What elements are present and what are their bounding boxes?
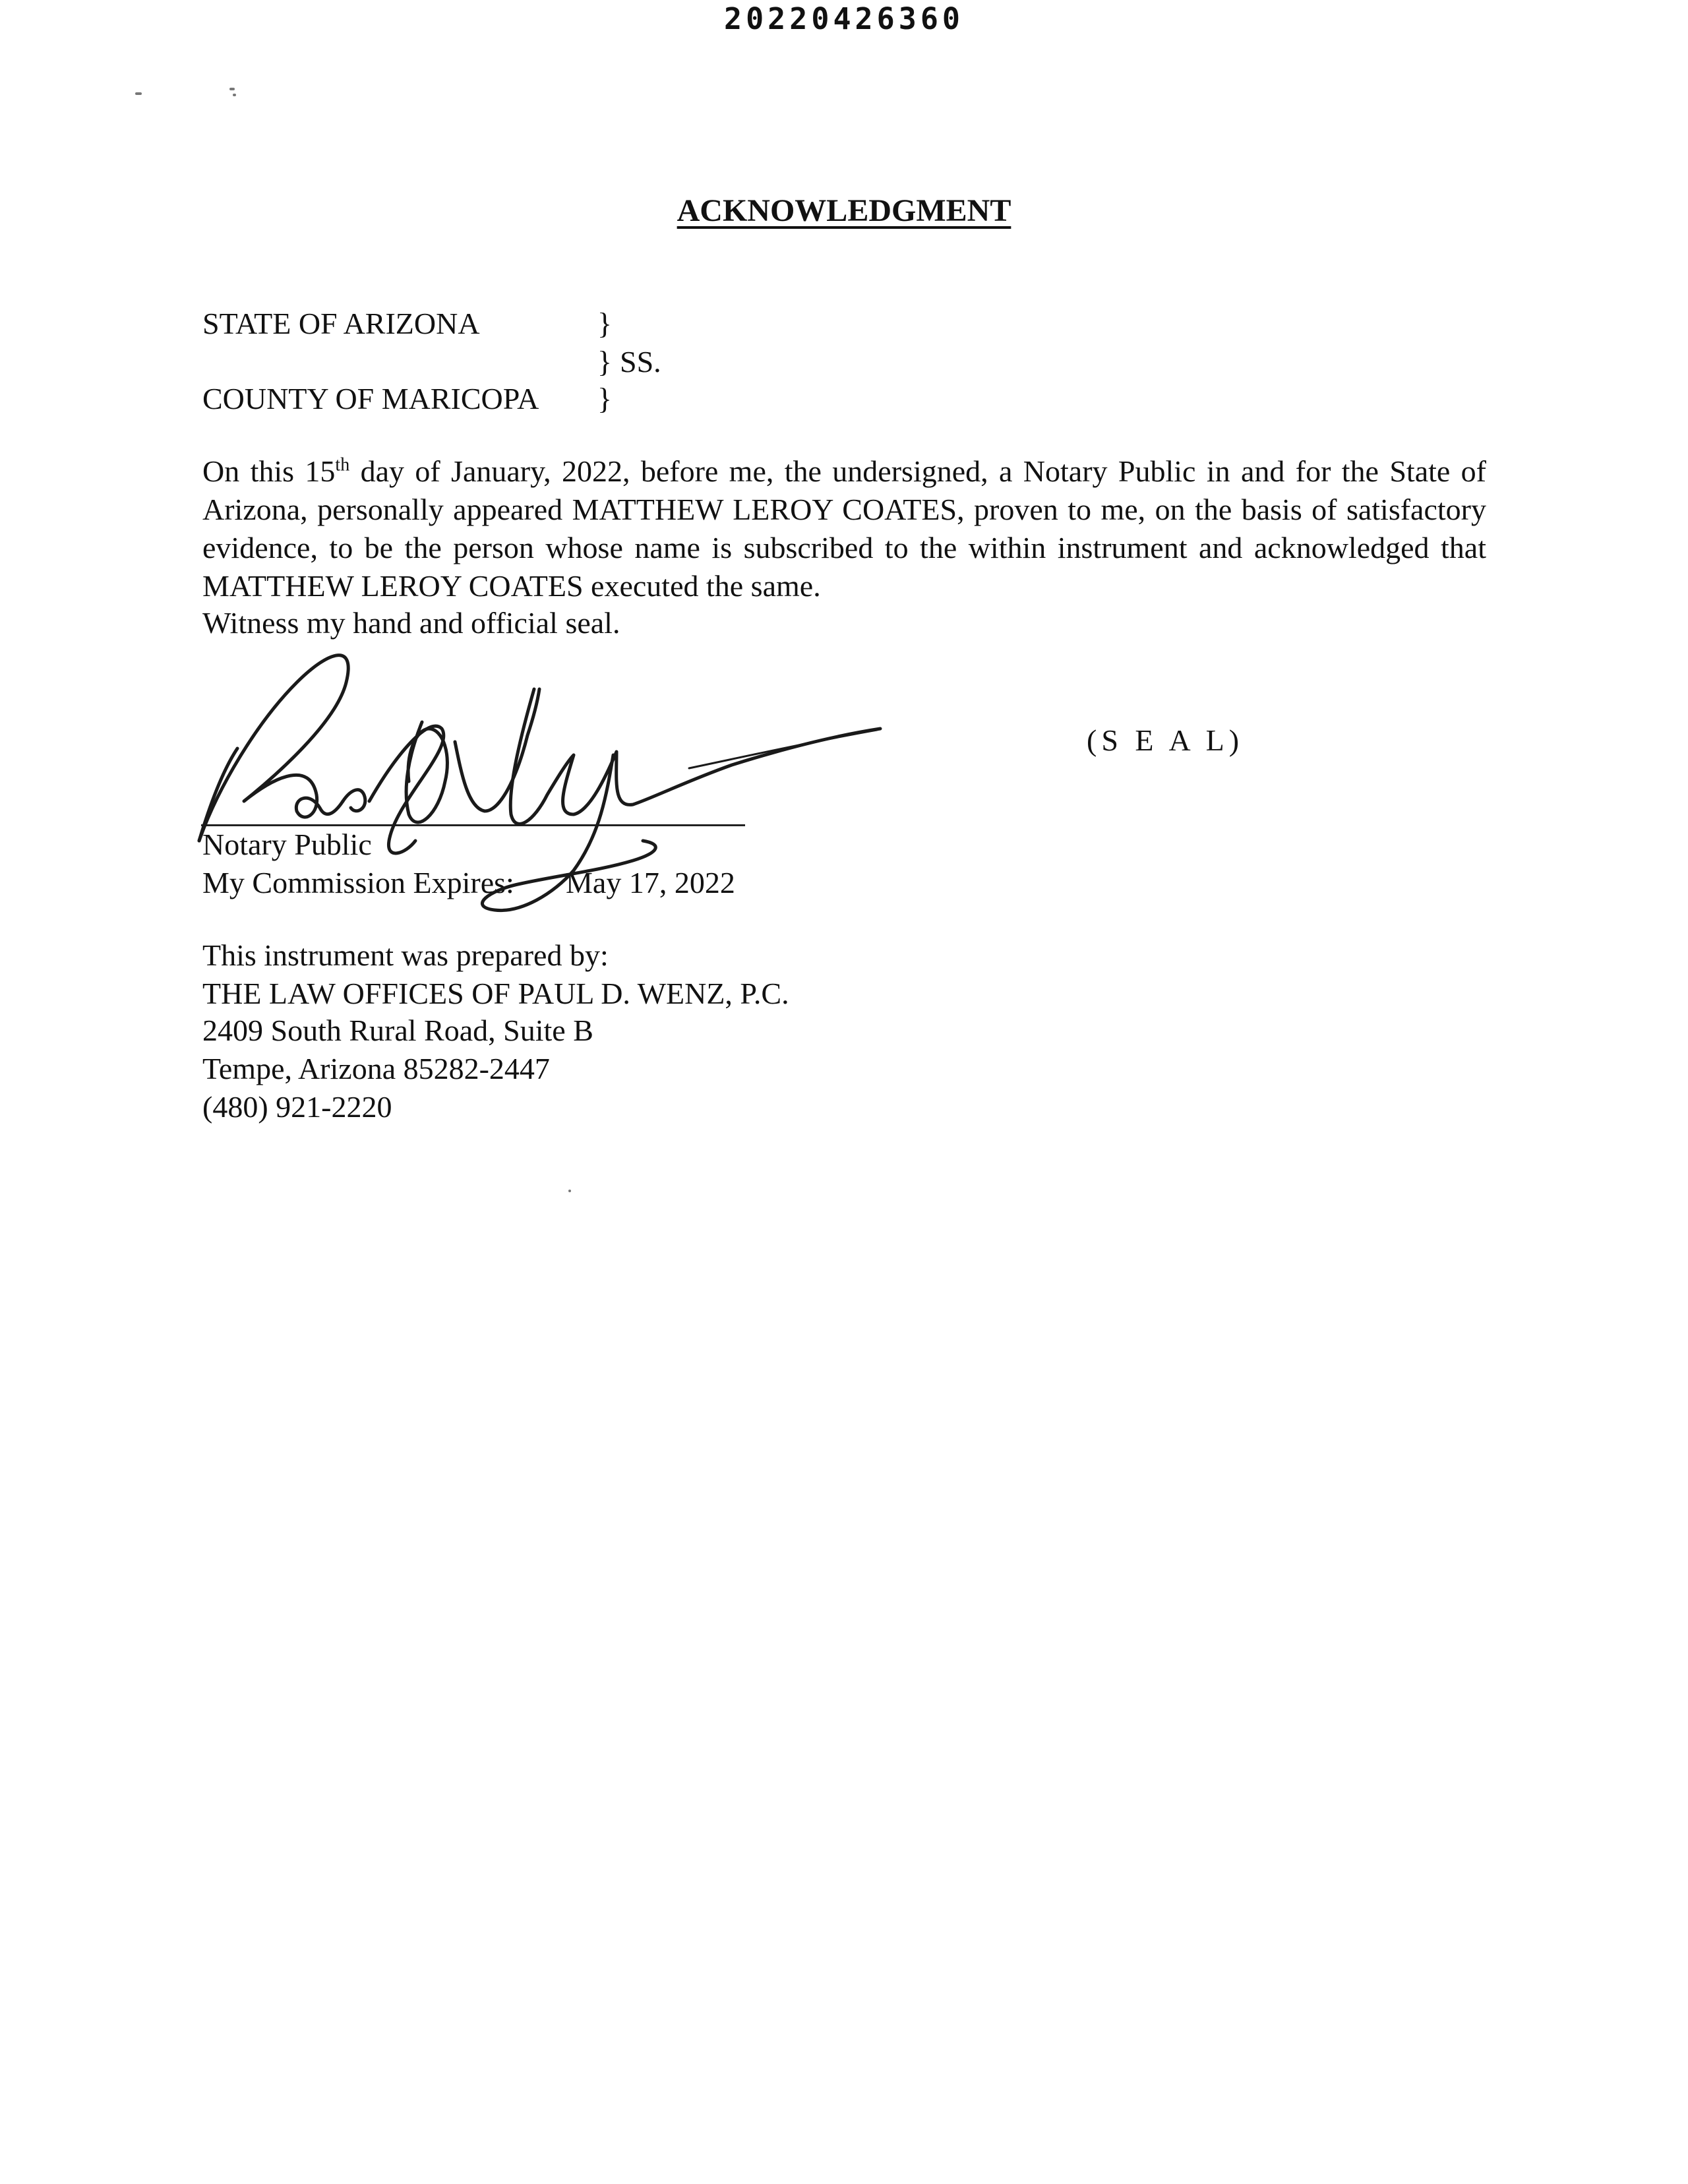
prepared-by-street: 2409 South Rural Road, Suite B [202,1014,593,1047]
venue-county: COUNTY OF MARICOPA [202,382,539,415]
prepared-by-city: Tempe, Arizona 85282-2447 [202,1052,550,1085]
document-title [0,193,1688,229]
venue-ss: SS. [620,345,661,379]
document-title-text: ACKNOWLEDGMENT [677,193,1011,228]
venue-brace-middle: } [597,345,613,379]
scan-speck [229,88,235,90]
prepared-by-intro: This instrument was prepared by: [202,938,609,972]
scan-speck [233,94,236,96]
notary-signature [178,643,884,920]
acknowledgment-paragraph [202,452,1486,605]
venue-brace-bottom: } [597,382,613,415]
prepared-by-firm: THE LAW OFFICES OF PAUL D. WENZ, P.C. [202,977,789,1010]
prepared-by-phone: (480) 921-2220 [202,1090,392,1124]
paragraph-opening: On this 15 [202,454,336,488]
paragraph-body: day of January, 2022, before me, the undersigned, a Notary Public in and for the State of Arizona, personally appeared MATTHEW LEROY COATES, proven to me, on the basis of satisfactory evidence, to be the person whose name is subscribed to the within instrument and acknowledged that MATTHEW LEROY COATES executed the same. [202,454,1486,603]
ordinal-suffix: th [335,454,350,475]
notary-public-label: Notary Public [202,828,372,861]
scan-speck [568,1190,571,1192]
scan-speck [135,92,142,95]
commission-expiration-date: May 17, 2022 [566,866,735,899]
venue-state: STATE OF ARIZONA [202,307,480,340]
witness-line: Witness my hand and official seal. [202,606,620,640]
commission-expires-label: My Commission Expires: [202,866,514,899]
venue-brace-top: } [597,307,613,340]
seal-placeholder: (S E A L) [1087,723,1244,757]
document-number: 20220426360 [723,1,964,36]
